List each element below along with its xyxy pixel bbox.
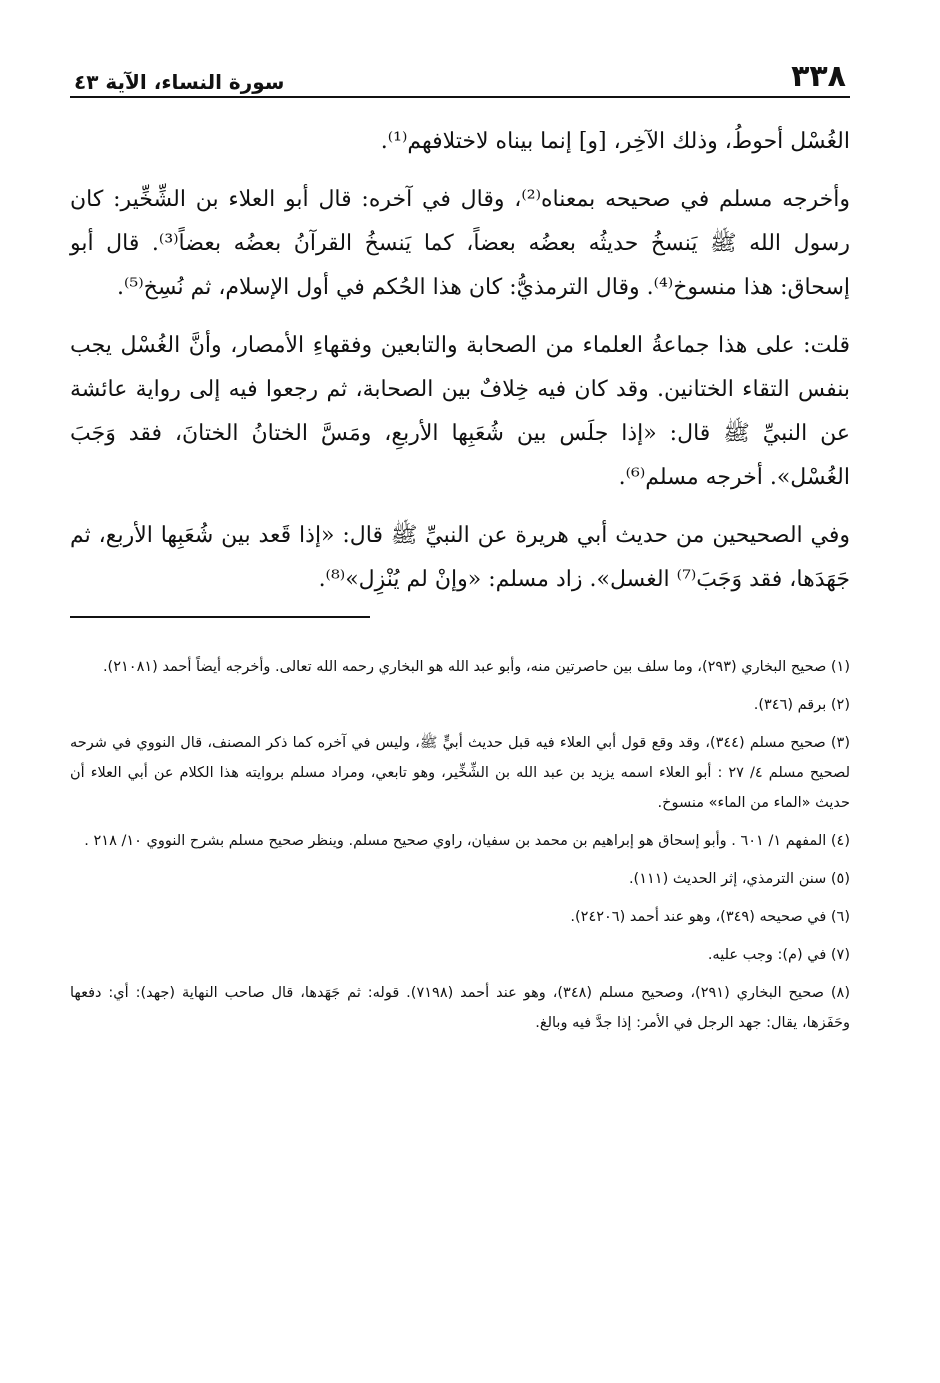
paragraph: وأخرجه مسلم في صحيحه بمعناه⁽²⁾، وقال في آخره: قال أبو العلاء بن الشِّخِّير: كان رسول الله ﷺ يَنسخُ حديثُه بعضُه بعضاً، كما يَنسخُ القرآنُ بعضُه بعضاً⁽³⁾. قال أبو إسحاق: هذا منسوخ⁽⁴⁾. وقال الترمذيُّ: كان هذا الحُكم في أول الإسلام، ثم نُسِخ⁽⁵⁾.: [70, 187, 851, 300]
footnote: (٦) في صحيحه (٣٤٩)، وهو عند أحمد (٢٤٢٠٦).: [570, 909, 850, 925]
footnote: (٥) سنن الترمذي، إثر الحديث (١١١).: [628, 871, 850, 887]
footnote: (٧) في (م): وجب عليه.: [707, 947, 850, 963]
footnote-separator: [70, 616, 370, 618]
running-title: سورة النساء، الآية ٤٣: [74, 70, 285, 94]
footnote: (٣) صحيح مسلم (٣٤٤)، وقد وقع قول أبي العلاء فيه قبل حديث أبيٍّ ﷺ، وليس في آخره كما ذكر المصنف، قال النووي في شرحه لصحيح مسلم ٤/ ٢٧ : أبو العلاء اسمه يزيد بن عبد الله بن الشِّخِّير، وهو تابعي، ومراد مسلم بروايته هذا الكلام عن أبي العلاء أن حديث «الماء من الماء» منسوخ.: [70, 735, 851, 811]
page-header: [70, 52, 850, 98]
footnote: (١) صحيح البخاري (٢٩٣)، وما سلف بين حاصرتين منه، وأبو عبد الله هو البخاري رحمه الله تعالى. وأخرجه أيضاً أحمد (٢١٠٨١).: [102, 659, 850, 675]
footnotes: [70, 652, 850, 1038]
footnote: (٤) المفهم ١/ ٦٠١ . وأبو إسحاق هو إبراهيم بن محمد بن سفيان، راوي صحيح مسلم. وينظر صحيح مسلم بشرح النووي ١٠/ ٢١٨ .: [84, 833, 850, 849]
page-number: ٣٣٨: [791, 59, 846, 94]
footnote: (٨) صحيح البخاري (٢٩١)، وصحيح مسلم (٣٤٨)، وهو عند أحمد (٧١٩٨). قوله: ثم جَهَدها، قال صاحب النهاية (جهد): أي: دفعها وحَفَزها، يقال: جهد الرجل في الأمر: إذا جدَّ فيه وبالغ.: [70, 985, 850, 1031]
paragraph: قلت: على هذا جماعةُ العلماء من الصحابة والتابعين وفقهاءِ الأمصار، وأنَّ الغُسْل يجب بنفس التقاء الختانين. وقد كان فيه خِلافٌ بين الصحابة، ثم رجعوا فيه إلى رواية عائشة عن النبيِّ ﷺ قال: «إذا جلَس بين شُعَبِها الأربعِ، ومَسَّ الختانُ الختانَ، فقد وَجَبَ الغُسْل». أخرجه مسلم⁽⁶⁾.: [70, 333, 850, 490]
paragraph: الغُسْل أحوطُ، وذلك الآخِر، [و] إنما بيناه لاختلافهم⁽¹⁾.: [380, 129, 850, 154]
book-page: [70, 52, 850, 1352]
paragraph: وفي الصحيحين من حديث أبي هريرة عن النبيِّ ﷺ قال: «إذا قَعد بين شُعَبِها الأربع، ثم جَهَدَها، فقد وَجَبَ⁽⁷⁾ الغسل». زاد مسلم: «وإنْ لم يُنْزِل»⁽⁸⁾.: [70, 523, 850, 592]
main-text: [70, 120, 850, 602]
footnote: (٢) برقم (٣٤٦).: [753, 697, 850, 713]
